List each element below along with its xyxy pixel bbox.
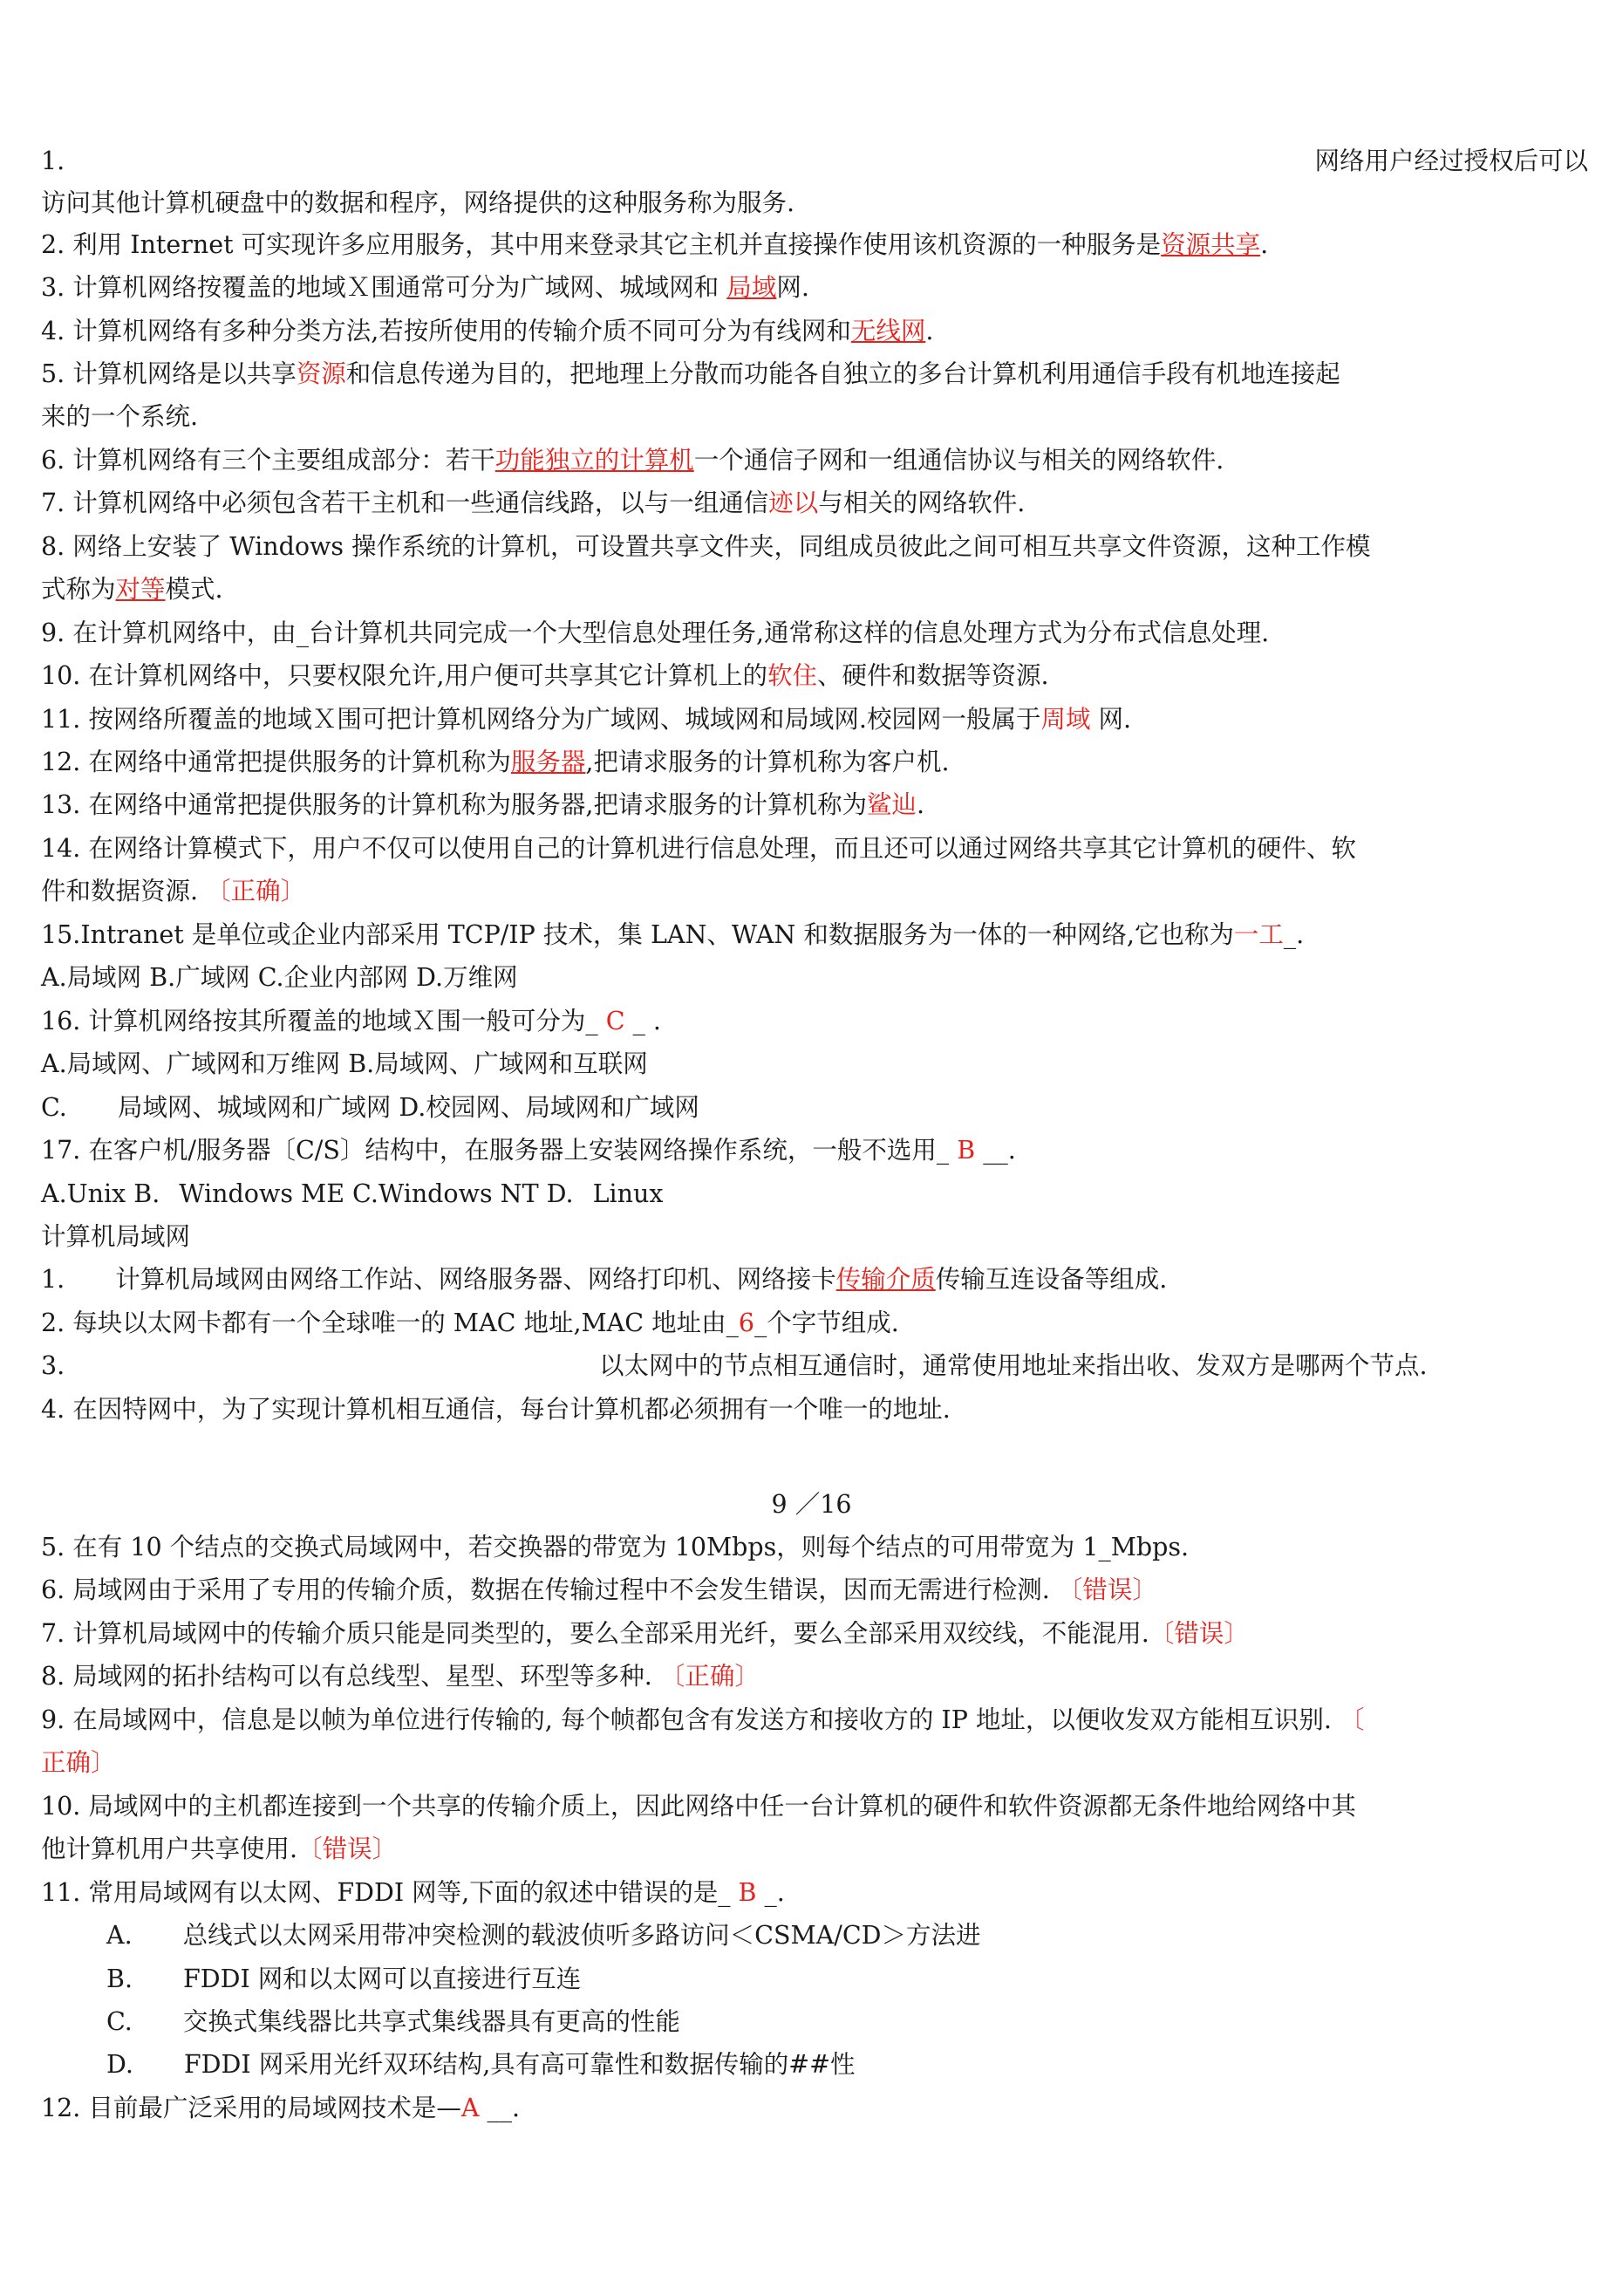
text-line: 3. 以太网中的节点相互通信时，通常使用地址来指出收、发双方是哪两个节点. [41,1351,1428,1380]
text-line: 14. 在网络计算模式下，用户不仅可以使用自己的计算机进行信息处理，而且还可以通过网络共享其它计算机的硬件、软 [41,834,1356,863]
text-line: 7. 计算机网络中必须包含若干主机和一些通信线路，以与一组通信迹以与相关的网络软件. [41,489,1026,517]
answer-text: 〔错误〕 [1149,1619,1249,1648]
text-line: 来的一个系统. [41,402,199,431]
answer-text: 局域 [726,273,777,302]
text-line: C. 局域网、城域网和广域网 D.校园网、局域网和广域网 [41,1093,699,1122]
answer-text: B [957,1136,976,1165]
text-line: 3. 计算机网络按覆盖的地域Ｘ围通常可分为广域网、城域网和 局域网. [41,273,809,302]
section-heading: 计算机局域网 [41,1222,191,1251]
answer-text: 服务器 [510,748,586,776]
text-line: 12. 目前最广泛采用的局域网技术是—A __. [41,2094,521,2122]
option-line: B. FDDI 网和以太网可以直接进行互连 [106,1965,582,1993]
text-line: 2. 利用 Internet 可实现许多应用服务，其中用来登录其它主机并直接操作使用该机资源的一种服务是资源共享. [41,230,1269,259]
answer-text: 〔错误〕 [1057,1575,1157,1604]
text-line: 16. 计算机网络按其所覆盖的地域Ｘ围一般可分为_ C _ . [41,1007,661,1035]
answer-text: 一工 [1233,920,1284,949]
answer-text: 传输介质 [835,1265,936,1294]
text-line: A.局域网、广域网和万维网 B.局域网、广域网和互联网 [41,1049,648,1078]
option-line: D. FDDI 网采用光纤双环结构,具有高可靠性和数据传输的##性 [106,2050,856,2079]
text-line: A.Unix B. Windows ME C.Windows NT D. Linux [41,1179,664,1208]
text-line: 4. 在因特网中，为了实现计算机相互通信，每台计算机都必须拥有一个唯一的地址. [41,1395,951,1424]
text-line: 10. 局域网中的主机都连接到一个共享的传输介质上，因此网络中任一台计算机的硬件和软件资源都无条件地给网络中其 [41,1792,1356,1821]
option-line: A. 总线式以太网采用带冲突检测的载波侦听多路访问＜CSMA/CD＞方法进 [106,1921,981,1950]
answer-text: 〔错误〕 [297,1835,398,1863]
answer-text: C [605,1007,625,1035]
text-line: 他计算机用户共享使用.〔错误〕 [41,1835,398,1863]
text-line: 访问其他计算机硬盘中的数据和程序，网络提供的这种服务称为服务. [41,188,795,217]
text-line: 1. 计算机局域网由网络工作站、网络服务器、网络打印机、网络接卡传输介质传输互连设备等组成. [41,1265,1168,1294]
text-line: 5. 计算机网络是以共享资源和信息传递为目的，把地理上分散而功能各自独立的多台计算机利用通信手段有机地连接起 [41,359,1340,388]
text-line: 13. 在网络中通常把提供服务的计算机称为服务器,把请求服务的计算机称为鲨辿. [41,790,925,819]
text-line: 4. 计算机网络有多种分类方法,若按所使用的传输介质不同可分为有线网和无线网. [41,317,934,345]
answer-text: 〔正确〕 [659,1662,760,1691]
answer-text: 资源 [296,359,346,388]
answer-text: 功能独立的计算机 [494,446,694,475]
option-line: C. 交换式集线器比共享式集线器具有更高的性能 [106,2007,680,2036]
answer-text: 〔 [1340,1705,1365,1734]
answer-text: 6 [738,1309,755,1337]
text-line: 件和数据资源. 〔正确〕 [41,877,306,905]
page-number: 9 ／16 [771,1490,852,1519]
text-line: 5. 在有 10 个结点的交换式局域网中，若交换器的带宽为 10Mbps，则每个结点的可用带宽为 1_Mbps. [41,1533,1190,1561]
text-line: 2. 每块以太网卡都有一个全球唯一的 MAC 地址,MAC 地址由_6_个字节组成. [41,1309,899,1337]
text-line: 8. 局域网的拓扑结构可以有总线型、星型、环型等多种. 〔正确〕 [41,1662,760,1691]
answer-text: 资源共享 [1161,230,1261,259]
answer-text: B [738,1878,757,1907]
text-line: 9. 在计算机网络中，由_台计算机共同完成一个大型信息处理任务,通常称这样的信息处理方式为分布式信息处理. [41,618,1270,647]
answer-text: 〔正确〕 [206,877,306,905]
answer-text: A [460,2094,480,2122]
text-line: 10. 在计算机网络中，只要权限允许,用户便可共享其它计算机上的软住、硬件和数据等资源. [41,661,1049,690]
answer-text: 周域 [1040,705,1091,734]
text-line: 11. 常用局域网有以太网、FDDI 网等,下面的叙述中错误的是_ B _. [41,1878,785,1907]
text-line [41,1746,1588,1780]
answer-text: 对等 [115,575,166,604]
text-line: 17. 在客户机/服务器〔C/S〕结构中，在服务器上安装网络操作系统，一般不选用_ B __. [41,1136,1016,1165]
answer-text: 迹以 [768,489,819,517]
answer-text: 无线网 [850,317,926,345]
answer-text: 软住 [767,661,817,690]
answer-text: 正确〕 [41,1748,116,1777]
text-line: A.局域网 B.广域网 C.企业内部网 D.万维网 [41,963,518,992]
text-line: 12. 在网络中通常把提供服务的计算机称为服务器,把请求服务的计算机称为客户机. [41,748,950,776]
text-line: 1. 网络用户经过授权后可以 [41,147,1588,175]
text-line: 8. 网络上安装了 Windows 操作系统的计算机，可设置共享文件夹，同组成员彼此之间可相互共享文件资源，这种工作模 [41,532,1371,561]
text-line: 式称为对等模式. [41,575,223,604]
text-line: 7. 计算机局域网中的传输介质只能是同类型的，要么全部采用光纤，要么全部采用双绞线，不能混用.〔错误〕 [41,1619,1249,1648]
answer-text: 鲨辿 [866,790,917,819]
text-line: 9. 在局域网中，信息是以帧为单位进行传输的, 每个帧都包含有发送方和接收方的 IP 地址，以便收发双方能相互识别. 〔 [41,1705,1365,1734]
text-line: 6. 计算机网络有三个主要组成部分：若干功能独立的计算机一个通信子网和一组通信协议与相关的网络软件. [41,446,1224,475]
text-line: 6. 局域网由于采用了专用的传输介质，数据在传输过程中不会发生错误，因而无需进行检测. 〔错误〕 [41,1575,1157,1604]
text-line: 15.Intranet 是单位或企业内部采用 TCP/IP 技术，集 LAN、WAN 和数据服务为一体的一种网络,它也称为一工_. [41,920,1305,949]
text-line: 11. 按网络所覆盖的地域Ｘ围可把计算机网络分为广域网、城域网和局域网.校园网一般属于周域 网. [41,705,1132,734]
